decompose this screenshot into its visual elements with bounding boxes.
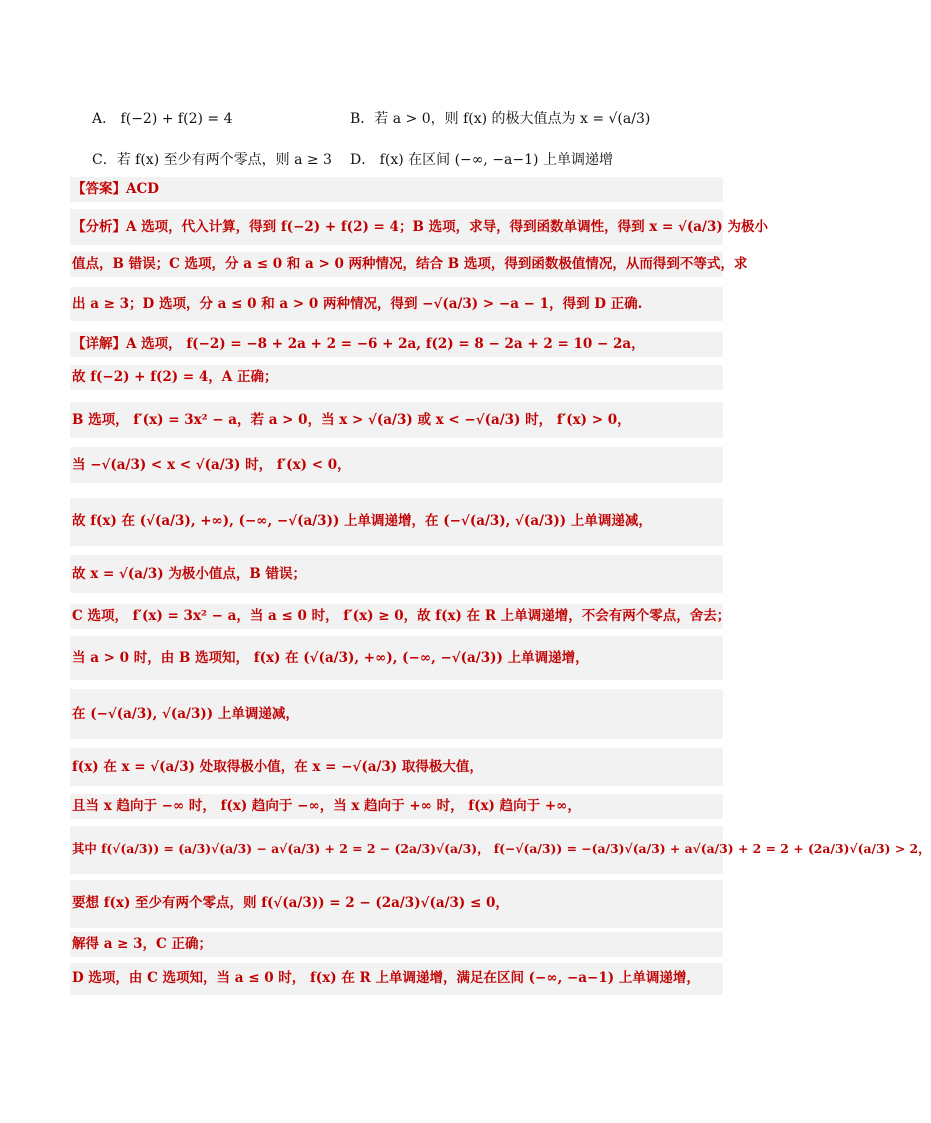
detail-line: 其中 f(√(a/3)) = (a/3)√(a/3) − a√(a/3) + 2 = 2 − (2a/3)√(a/3)， f(−√(a/3)) = −(a/3)√(a/3) + a√(a/3) + 2 = 2 + (2a/3)√(a/3) > 2，	[72, 841, 931, 856]
analysis-line: 出 a ≥ 3；D 选项，分 a ≤ 0 和 a > 0 两种情况，得到 −√(a/3) > −a − 1，得到 D 正确.	[72, 296, 643, 312]
analysis-line: 【分析】A 选项，代入计算，得到 f(−2) + f(2) = 4；B 选项，求导，得到函数单调性，得到 x = √(a/3) 为极小	[72, 219, 768, 235]
detail-line: 故 f(−2) + f(2) = 4，A 正确；	[72, 369, 278, 385]
option-b: B．若 a > 0，则 f(x) 的极大值点为 x = √(a/3)	[350, 111, 651, 127]
option-a: A． f(−2) + f(2) = 4	[92, 111, 233, 127]
detail-line: 故 x = √(a/3) 为极小值点，B 错误；	[72, 566, 306, 582]
option-d: D． f(x) 在区间 (−∞, −a−1) 上单调递增	[350, 152, 613, 168]
detail-line: C 选项， f′(x) = 3x² − a，当 a ≤ 0 时， f′(x) ≥ 0，故 f(x) 在 R 上单调递增，不会有两个零点，舍去；	[72, 608, 731, 624]
detail-line: 要想 f(x) 至少有两个零点，则 f(√(a/3)) = 2 − (2a/3)√(a/3) ≤ 0，	[72, 895, 509, 911]
detail-line: 当 −√(a/3) < x < √(a/3) 时， f′(x) < 0，	[72, 457, 351, 473]
option-c: C．若 f(x) 至少有两个零点，则 a ≥ 3	[92, 152, 332, 168]
detail-line: 解得 a ≥ 3，C 正确；	[72, 936, 212, 952]
detail-line: 【详解】A 选项， f(−2) = −8 + 2a + 2 = −6 + 2a, f(2) = 8 − 2a + 2 = 10 − 2a，	[72, 336, 645, 352]
detail-line: 在 (−√(a/3), √(a/3)) 上单调递减，	[72, 706, 299, 722]
detail-line: B 选项， f′(x) = 3x² − a，若 a > 0，当 x > √(a/3) 或 x < −√(a/3) 时， f′(x) > 0，	[72, 412, 631, 428]
detail-line: 当 a > 0 时，由 B 选项知， f(x) 在 (√(a/3), +∞), (−∞, −√(a/3)) 上单调递增，	[72, 650, 589, 666]
detail-line: 故 f(x) 在 (√(a/3), +∞), (−∞, −√(a/3)) 上单调递增，在 (−√(a/3), √(a/3)) 上单调递减，	[72, 513, 652, 529]
detail-line: f(x) 在 x = √(a/3) 处取得极小值，在 x = −√(a/3) 取得极大值，	[72, 759, 483, 775]
detail-line: 且当 x 趋向于 −∞ 时， f(x) 趋向于 −∞，当 x 趋向于 +∞ 时， f(x) 趋向于 +∞，	[72, 798, 581, 814]
answer-line: 【答案】ACD	[72, 181, 159, 197]
analysis-line: 值点，B 错误；C 选项，分 a ≤ 0 和 a > 0 两种情况，结合 B 选项，得到函数极值情况，从而得到不等式，求	[72, 256, 748, 272]
detail-line: D 选项，由 C 选项知，当 a ≤ 0 时， f(x) 在 R 上单调递增，满足在区间 (−∞, −a−1) 上单调递增，	[72, 970, 700, 986]
